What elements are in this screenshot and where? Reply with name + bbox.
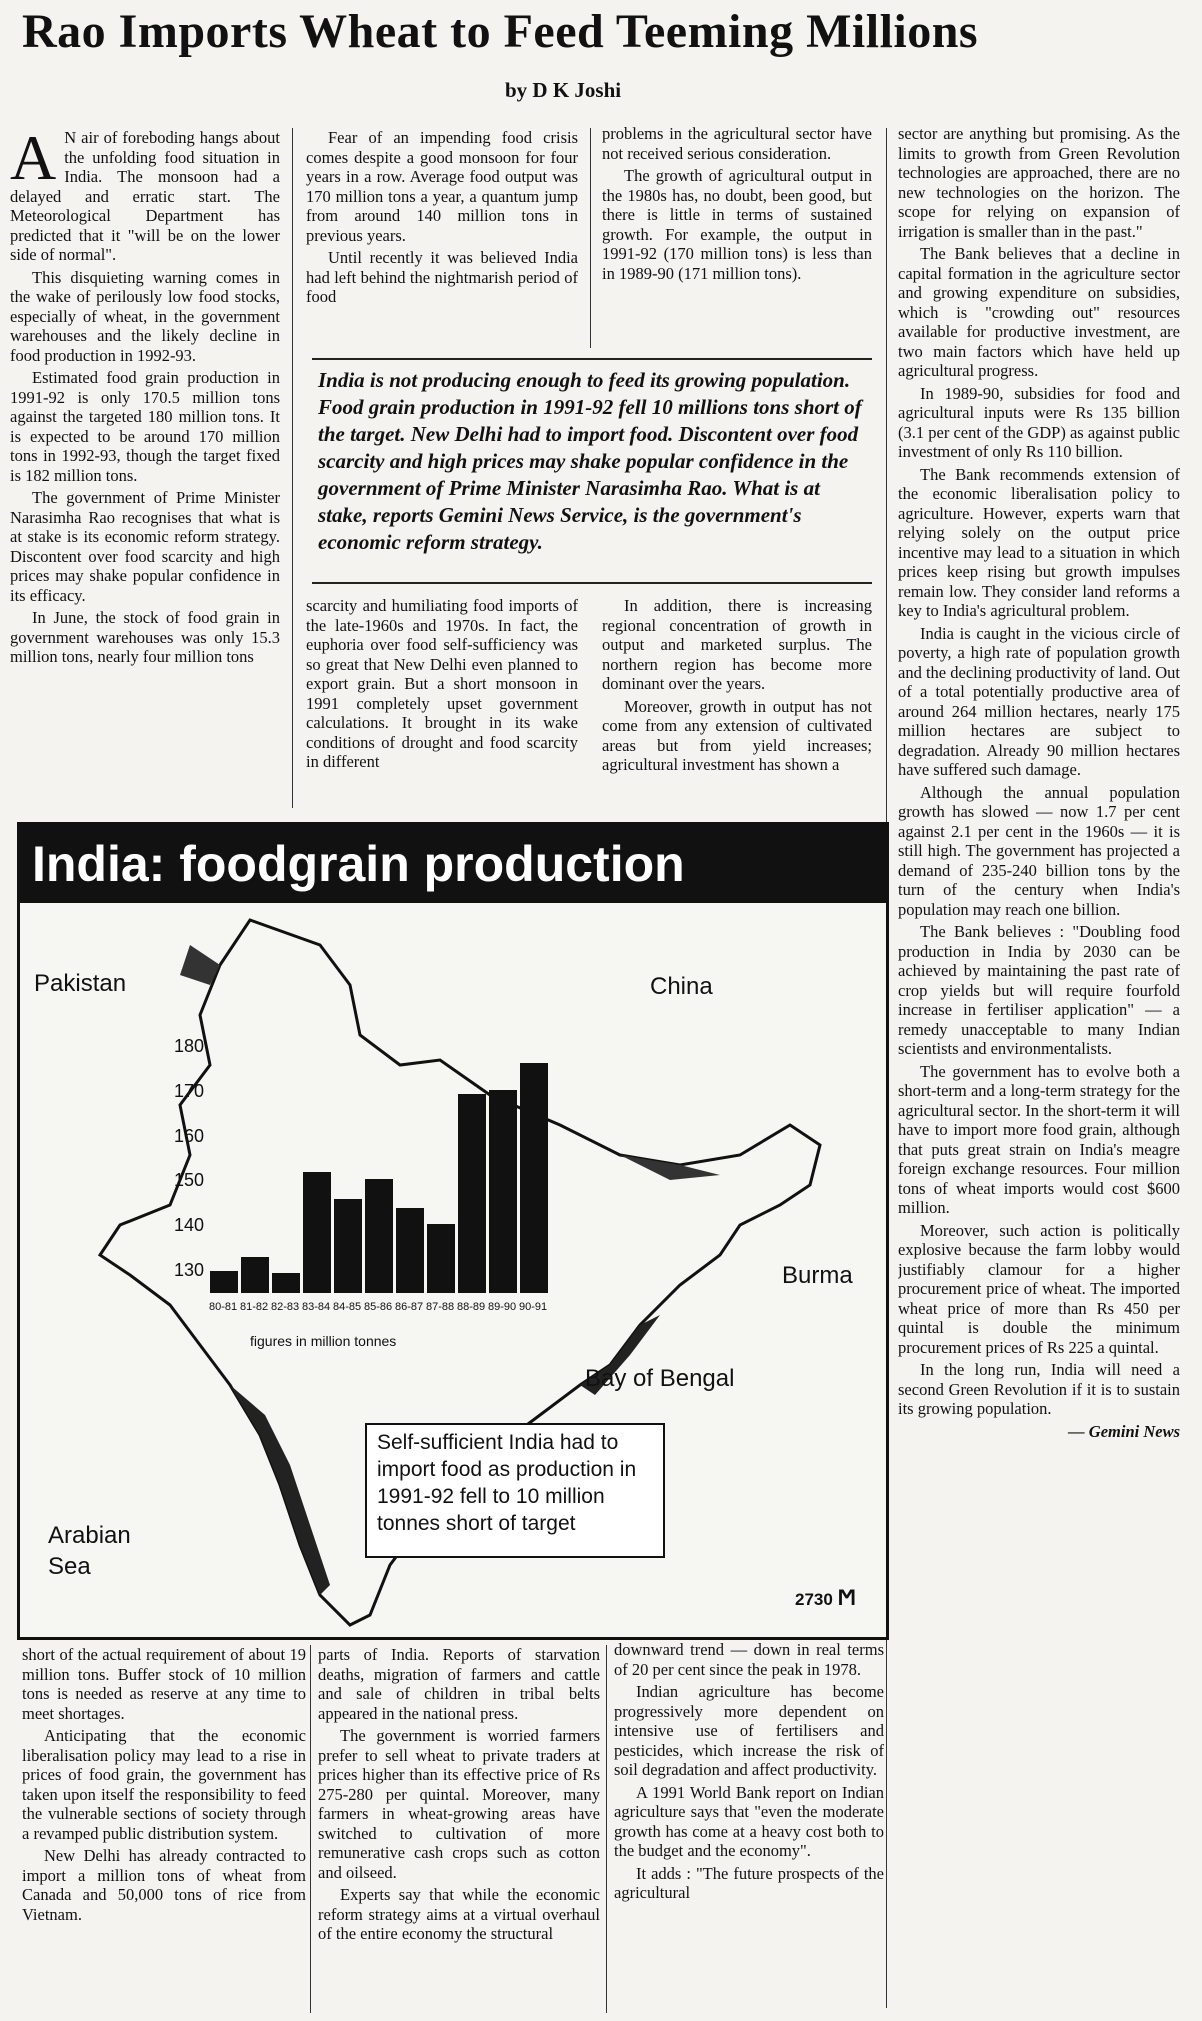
paragraph: This disquieting warning comes in the wake of perilously low food stocks, especially of wheat, in the government warehouses and the likely decline in food production in 1992-93. xyxy=(10,267,280,365)
y-tick-label: 160 xyxy=(173,1125,204,1146)
column-2-top xyxy=(306,128,578,340)
y-tick-label: 150 xyxy=(173,1170,204,1191)
column-2-middle xyxy=(306,596,578,806)
bar-85-86 xyxy=(365,1179,393,1293)
column-3-bottom xyxy=(614,1640,884,2012)
y-tick-label: 170 xyxy=(173,1081,204,1101)
paragraph: Indian agriculture has become progressively more dependent on intensive use of fertilisers and pesticides, which increase the risk of soil degradation and affect productivity. xyxy=(614,1682,884,1779)
paragraph: Until recently it was believed India had left behind the nightmarish period of food xyxy=(306,248,578,306)
x-tick-label: 86-87 xyxy=(395,1301,424,1313)
column-4 xyxy=(898,124,1180,2004)
paragraph: downward trend — down in real terms of 20 per cent since the peak in 1978. xyxy=(614,1640,884,1679)
unit-note: figures in million tonnes xyxy=(250,1333,397,1349)
paragraph: Although the annual population growth has slowed — now 1.7 per cent against 2.1 per cent in the 1960s — it is still high. The government has projected a demand of 235-240 billion tons by the turn of the century when India's population may reach one billion. xyxy=(898,782,1180,919)
paragraph: In addition, there is increasing regional concentration of growth in output and marketed surplus. The northern region has become more dominant over the years. xyxy=(602,596,872,693)
column-1-bottom xyxy=(22,1645,306,2013)
y-tick-label: 180 xyxy=(173,1036,204,1057)
pull-quote: India is not producing enough to feed its growing population. Food grain production in 1991-92 fell 10 millions tons short of the target. New Delhi had to import food. Discontent over food scarcity and high prices may shake popular confidence in the government of Prime Minister Narasimha Rao. What is at stake, reports Gemini News Service, is the government's economic reform strategy. xyxy=(318,368,862,554)
x-tick-label: 87-88 xyxy=(426,1301,455,1313)
credit-number: 2730 xyxy=(795,1590,833,1609)
bar-86-87 xyxy=(396,1208,424,1293)
paragraph: New Delhi has already contracted to import a million tons of wheat from Canada and 50,000 tons of rice from Vietnam. xyxy=(22,1846,306,1924)
bar-90-91 xyxy=(520,1063,548,1293)
bar-81-82 xyxy=(241,1257,269,1293)
foodgrain-graphic xyxy=(17,822,889,1640)
paragraph: The Bank believes that a decline in capital formation in the agriculture sector and growing expenditure on subsidies, which is "crowding out" resources available for productive investment, are two main factors which have held up agricultural progress. xyxy=(898,244,1180,380)
x-tick-label: 80-81 xyxy=(209,1301,238,1313)
paragraph: Moreover, growth in output has not come from any extension of cultivated areas but from yield increases; agricultural investment has shown a xyxy=(602,696,872,774)
paragraph: A 1991 World Bank report on Indian agriculture says that "even the moderate growth has come at a heavy cost both to the budget and the economy". xyxy=(614,1782,884,1860)
column-1-top xyxy=(10,128,280,808)
paragraph: The Bank recommends extension of the economic liberalisation policy to agriculture. However, experts warn that relying solely on the output price incentive may lead to a situation in which prices keep rising but growth impulses remain low. They consider land reforms a key to India's agricultural problem. xyxy=(898,464,1180,620)
bar-80-81 xyxy=(210,1271,238,1293)
paragraph-text: N air of foreboding hangs about the unfolding food situation in India. The monsoon had a delayed and erratic start. The Meteorological Department has predicted that it "will be on the lower side of normal". xyxy=(10,128,280,264)
paragraph: Estimated food grain production in 1991-92 is only 170.5 million tons against the targeted 180 million tons. It is expected to be around 170 million tons in 1992-93, though the target fixed is 182 million tons. xyxy=(10,368,280,485)
x-tick-label: 84-85 xyxy=(333,1301,362,1313)
callout-box: Self-sufficient India had to import food as production in 1991-92 fell to 10 million tonnes short of target xyxy=(365,1423,665,1558)
bar-87-88 xyxy=(427,1224,455,1293)
paragraph: sector are anything but promising. As the limits to growth from Green Revolution technologies are approached, there are no new technologies on the horizon. The scope for relying on expansion of irrigation is smaller than in the past." xyxy=(898,124,1180,241)
paragraph: Fear of an impending food crisis comes despite a good monsoon for four years in a row. Average food output was 170 million tons a year, a quantum jump from around 140 million tons in previous years. xyxy=(306,128,578,245)
headline: Rao Imports Wheat to Feed Teeming Millions xyxy=(22,5,979,58)
paragraph: The government of Prime Minister Narasimha Rao recognises that what is at stake is its economic reform strategy. Discontent over food scarcity and high prices may shake popular confidence in its efficacy. xyxy=(10,488,280,605)
paragraph: Experts say that while the economic reform strategy aims at a virtual overhaul of the entire economy the structural xyxy=(318,1885,600,1943)
column-divider xyxy=(310,1645,311,2013)
x-tick-label: 90-91 xyxy=(519,1301,548,1313)
paragraph xyxy=(10,128,280,265)
paragraph: In 1989-90, subsidies for food and agricultural inputs were Rs 135 billion (3.1 per cent of the GDP) as against public investment of only Rs 110 billion. xyxy=(898,383,1180,461)
bar-84-85 xyxy=(334,1199,362,1293)
label-pakistan: Pakistan xyxy=(34,970,127,997)
gemini-logo-icon: Ϻ xyxy=(837,1585,856,1610)
signoff: — Gemini News xyxy=(1068,1421,1180,1441)
paragraph: It adds : "The future prospects of the agricultural xyxy=(614,1863,884,1902)
x-tick-label: 89-90 xyxy=(488,1301,517,1313)
paragraph: The Bank believes : "Doubling food production in India by 2030 can be achieved by maintaining the past rate of crop yields but will require fourfold increase in fertiliser application" — a remedy unacceptable to many Indian scientists and environmentalists. xyxy=(898,922,1180,1058)
paragraph: In the long run, India will need a second Green Revolution if it is to sustain its growing population. xyxy=(898,1360,1180,1418)
pull-quote-top-rule xyxy=(312,358,872,360)
paragraph: Anticipating that the economic liberalisation policy may lead to a rise in prices of food grain, the government has taken upon itself the responsibility to feed the vulnerable sections of society through a revamped public distribution system. xyxy=(22,1726,306,1843)
column-2-bottom xyxy=(318,1645,600,2013)
paragraph: short of the actual requirement of about 19 million tons. Buffer stock of 10 million tons is needed as reserve at any time to meet shortages. xyxy=(22,1645,306,1723)
column-3-top xyxy=(602,124,872,340)
column-divider xyxy=(590,128,591,348)
paragraph: problems in the agricultural sector have not received serious consideration. xyxy=(602,124,872,163)
paragraph: The growth of agricultural output in the 1980s has, no doubt, been good, but there is little in terms of sustained growth. For example, the output in 1991-92 (170 million tons) is less than in 1989-90 (171 million tons). xyxy=(602,166,872,283)
paragraph: In June, the stock of food grain in government warehouses was only 15.3 million tons, nearly four million tons xyxy=(10,608,280,666)
graphic-title: India: foodgrain production xyxy=(20,825,886,903)
x-tick-label: 85-86 xyxy=(364,1301,393,1313)
x-tick-label: 82-83 xyxy=(271,1301,300,1313)
paragraph: scarcity and humiliating food imports of the late-1960s and 1970s. In fact, the euphoria over food self-sufficiency was so great that New Delhi even planned to export grain. But a short monsoon in 1991 completely upset government calculations. It brought in its wake conditions of drought and food scarcity in different xyxy=(306,596,578,771)
y-tick-label: 130 xyxy=(173,1259,204,1280)
paragraph: The government is worried farmers prefer to sell wheat to private traders at prices higher than its effective price of Rs 275-280 per quintal. Moreover, many farmers in wheat-growing areas have switched to cultivation of more remunerative cash crops such as cotton and oilseed. xyxy=(318,1726,600,1882)
bar-83-84 xyxy=(303,1172,331,1293)
label-bay-of-bengal: Bay of Bengal xyxy=(585,1365,735,1392)
x-tick-label: 83-84 xyxy=(302,1301,331,1313)
bar-89-90 xyxy=(489,1090,517,1293)
column-divider xyxy=(606,1645,607,2013)
x-tick-label: 81-82 xyxy=(240,1301,269,1313)
label-china: China xyxy=(650,973,713,1000)
paragraph: parts of India. Reports of starvation deaths, migration of farmers and cattle and sale of children in tribal belts appeared in the national press. xyxy=(318,1645,600,1723)
x-tick-label: 88-89 xyxy=(457,1301,486,1313)
paragraph: The government has to evolve both a short-term and a long-term strategy for the agricultural sector. In the short-term it will have to import more food grain, although that puts great strain on India's meagre foreign exchange resources. Four million tons of wheat imports would cost $600 million. xyxy=(898,1061,1180,1217)
label-burma: Burma xyxy=(782,1262,853,1289)
bar-82-83 xyxy=(272,1273,300,1293)
label-arabian-sea: Arabian Sea xyxy=(48,1522,131,1580)
drop-cap: A xyxy=(10,128,57,193)
paragraph: India is caught in the vicious circle of poverty, a high rate of population growth and the declining productivity of land. Out of a total potentially productive area of around 264 million hectares, nearly 175 million hectares are subject to degradation. Already 90 million hectares have suffered such damage. xyxy=(898,623,1180,779)
paragraph: Moreover, such action is politically explosive because the farm lobby would justifiably clamour for a higher procurement price of wheat. The imported wheat price of more than Rs 450 per quintal is double the minimum procurement prices of Rs 225 a quintal. xyxy=(898,1220,1180,1357)
column-divider xyxy=(292,128,293,808)
graphic-credit xyxy=(795,1585,856,1611)
y-tick-label: 140 xyxy=(173,1215,204,1235)
pull-quote-bottom-rule xyxy=(312,582,872,584)
bar-88-89 xyxy=(458,1094,486,1293)
byline: by D K Joshi xyxy=(505,78,622,102)
column-3-middle xyxy=(602,596,872,806)
